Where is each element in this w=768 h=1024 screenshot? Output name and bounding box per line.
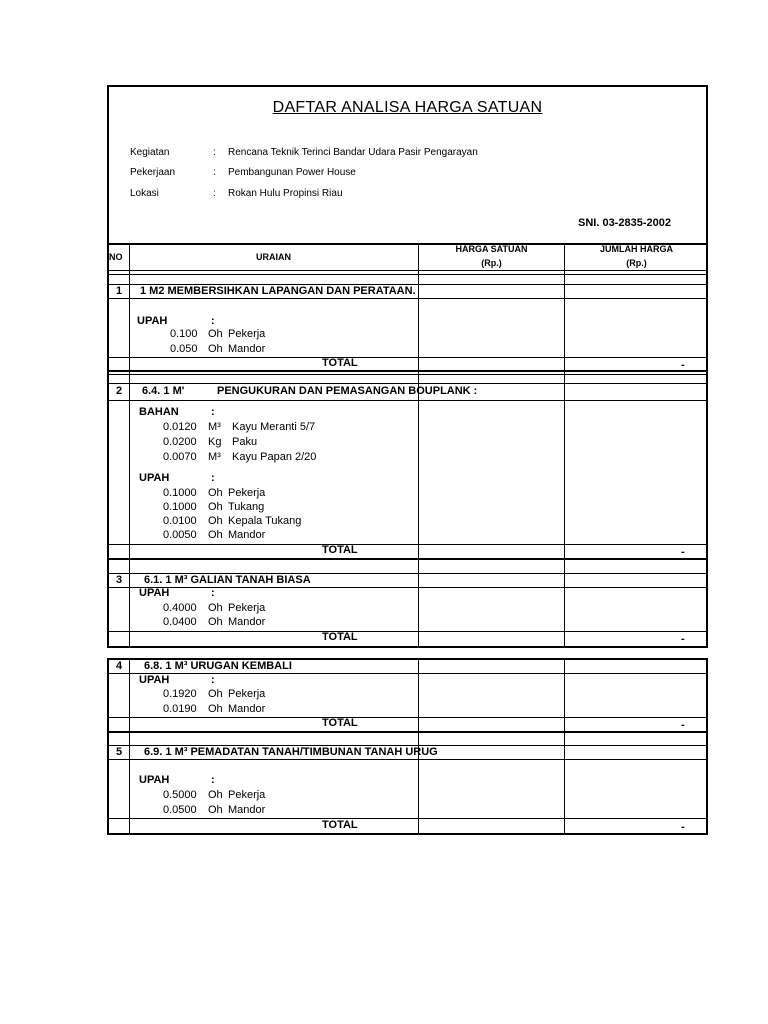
item-4-bottom-line	[107, 731, 708, 733]
item-2-upah-unit: Oh	[208, 501, 223, 513]
item-5-total-top-line	[107, 818, 708, 819]
item-2-upah-name: Tukang	[228, 501, 265, 513]
column-divider-no-2	[129, 658, 130, 835]
pekerjaan-label: Pekerjaan	[130, 167, 176, 178]
item-5-upah-unit: Oh	[208, 804, 223, 816]
item-3-upah-coef: 0.0400	[163, 616, 197, 628]
item-1-upah-name: Mandor	[228, 343, 266, 355]
table-header-bottom-line	[107, 270, 708, 271]
item-3-upah-unit: Oh	[208, 602, 223, 614]
item-5-title-bottom-line	[107, 759, 708, 760]
item-2-upah-unit: Oh	[208, 529, 223, 541]
lokasi-colon: :	[213, 188, 216, 199]
item-3-title-bottom-line	[107, 587, 708, 588]
item-2-total-value: -	[681, 546, 685, 558]
item-5-upah-coef: 0.5000	[163, 789, 197, 801]
item-4-total-value: -	[681, 719, 685, 731]
item-1-upah-name: Pekerja	[228, 328, 266, 340]
item-2-total-top-line	[107, 544, 708, 545]
item-4-total-label: TOTAL	[322, 717, 358, 729]
item-4-upah-colon: :	[211, 674, 215, 686]
item-4-title: 6.8. 1 M³ URUGAN KEMBALI	[144, 660, 292, 672]
item-5-title: 6.9. 1 M³ PEMADATAN TANAH/TIMBUNAN TANAH URUG	[144, 746, 438, 758]
item-2-bahan-coef: 0.0070	[163, 451, 197, 463]
pekerjaan-value: Pembangunan Power House	[228, 167, 356, 178]
item-2-upah-name: Mandor	[228, 529, 266, 541]
item-3-total-label: TOTAL	[322, 631, 358, 643]
kegiatan-colon: :	[213, 147, 216, 158]
item-3-upah-name: Mandor	[228, 616, 266, 628]
item-5-total-value: -	[681, 821, 685, 833]
item-2-upah-unit: Oh	[208, 515, 223, 527]
item-1-total-label: TOTAL	[322, 357, 358, 369]
item-4-total-top-line	[107, 717, 708, 718]
item-3-upah-coef: 0.4000	[163, 602, 197, 614]
kegiatan-label: Kegiatan	[130, 147, 170, 158]
pekerjaan-colon: :	[213, 167, 216, 178]
item-2-separator-line	[107, 400, 708, 401]
item-2-upah-coef: 0.0100	[163, 515, 197, 527]
item-2-upah-coef: 0.1000	[163, 487, 197, 499]
item-2-bahan-name: Kayu Papan 2/20	[232, 451, 317, 463]
item-1-upah-coef: 0.100	[170, 328, 198, 340]
item-2-upah-name: Pekerja	[228, 487, 266, 499]
item-2-bahan-coef: 0.0120	[163, 421, 197, 433]
sni-code: SNI. 03-2835-2002	[578, 217, 671, 229]
document-title: DAFTAR ANALISA HARGA SATUAN	[272, 99, 543, 116]
table-header-double-line	[107, 274, 708, 275]
item-3-upah-label: UPAH	[139, 587, 170, 599]
item-2-title-rest: PENGUKURAN DAN PEMASANGAN BOUPLANK :	[217, 385, 478, 397]
item-5-upah-coef: 0.0500	[163, 804, 197, 816]
item-2-bahan-colon: :	[211, 406, 215, 418]
item-5-upah-label: UPAH	[139, 774, 170, 786]
item-2-bahan-coef: 0.0200	[163, 436, 197, 448]
item-2-bahan-unit: M³	[208, 451, 221, 463]
item-3-upah-name: Pekerja	[228, 602, 266, 614]
item-1-upah-unit: Oh	[208, 328, 223, 340]
item-2-total-label: TOTAL	[322, 544, 358, 556]
item-1-upah-colon: :	[211, 315, 215, 327]
item-5-upah-name: Mandor	[228, 804, 266, 816]
item-2-bahan-label: BAHAN	[139, 406, 179, 418]
item-2-upah-coef: 0.1000	[163, 501, 197, 513]
document-page	[107, 85, 708, 835]
item-4-upah-label: UPAH	[139, 674, 170, 686]
item-2-bahan-unit: Kg	[208, 436, 222, 448]
item-1-separator-line	[107, 298, 708, 299]
item-1-total-top-line	[107, 357, 708, 358]
item-3-upah-unit: Oh	[208, 616, 223, 628]
header-and-table-border-top	[107, 85, 708, 648]
item-4-upah-unit: Oh	[208, 688, 223, 700]
item-2-upah-name: Kepala Tukang	[228, 515, 302, 527]
item-1-bottom-line	[107, 370, 708, 372]
item-2-upah-label: UPAH	[139, 472, 170, 484]
item-2-top-line	[107, 374, 708, 375]
lokasi-label: Lokasi	[130, 188, 159, 199]
column-header-no: NO	[109, 252, 123, 262]
item-2-bottom-line	[107, 558, 708, 560]
item-2-title-bottom-line	[107, 383, 708, 384]
column-header-jumlah-harga: JUMLAH HARGA	[600, 244, 673, 254]
item-4-upah-name: Mandor	[228, 703, 266, 715]
column-header-jumlah-harga-rp: (Rp.)	[626, 258, 647, 268]
item-5-number: 5	[116, 746, 123, 758]
item-2-bahan-name: Paku	[232, 436, 258, 448]
item-3-total-value: -	[681, 633, 685, 645]
column-divider-harga-2	[564, 658, 565, 835]
kegiatan-value: Rencana Teknik Terinci Bandar Udara Pasir Pengarayan	[228, 147, 478, 158]
item-4-upah-name: Pekerja	[228, 688, 266, 700]
item-3-total-top-line	[107, 631, 708, 632]
item-4-upah-coef: 0.0190	[163, 703, 197, 715]
item-2-upah-coef: 0.0050	[163, 529, 197, 541]
item-1-title: 1 M2 MEMBERSIHKAN LAPANGAN DAN PERATAAN.	[140, 285, 416, 297]
item-3-title: 6.1. 1 M³ GALIAN TANAH BIASA	[144, 574, 311, 586]
item-5-upah-name: Pekerja	[228, 789, 266, 801]
item-5-upah-colon: :	[211, 774, 215, 786]
item-1-upah-label: UPAH	[137, 315, 168, 327]
item-2-bahan-unit: M³	[208, 421, 221, 433]
column-header-harga-satuan: HARGA SATUAN	[455, 244, 528, 254]
item-3-upah-colon: :	[211, 587, 215, 599]
column-header-uraian: URAIAN	[256, 252, 291, 262]
item-2-number: 2	[116, 385, 123, 397]
item-1-number: 1	[116, 285, 123, 297]
item-4-upah-unit: Oh	[208, 703, 223, 715]
item-1-total-value: -	[681, 359, 685, 371]
item-2-upah-unit: Oh	[208, 487, 223, 499]
item-1-upah-coef: 0.050	[170, 343, 198, 355]
item-4-title-bottom-line	[107, 673, 708, 674]
item-4-upah-coef: 0.1920	[163, 688, 197, 700]
lokasi-value: Rokan Hulu Propinsi Riau	[228, 188, 343, 199]
item-1-upah-unit: Oh	[208, 343, 223, 355]
item-5-upah-unit: Oh	[208, 789, 223, 801]
column-header-harga-satuan-rp: (Rp.)	[481, 258, 502, 268]
item-2-title: 6.4. 1 M'	[142, 385, 185, 397]
item-4-number: 4	[116, 660, 123, 672]
item-5-total-label: TOTAL	[322, 819, 358, 831]
item-3-number: 3	[116, 574, 123, 586]
item-2-bahan-name: Kayu Meranti 5/7	[232, 421, 316, 433]
item-2-upah-colon: :	[211, 472, 215, 484]
